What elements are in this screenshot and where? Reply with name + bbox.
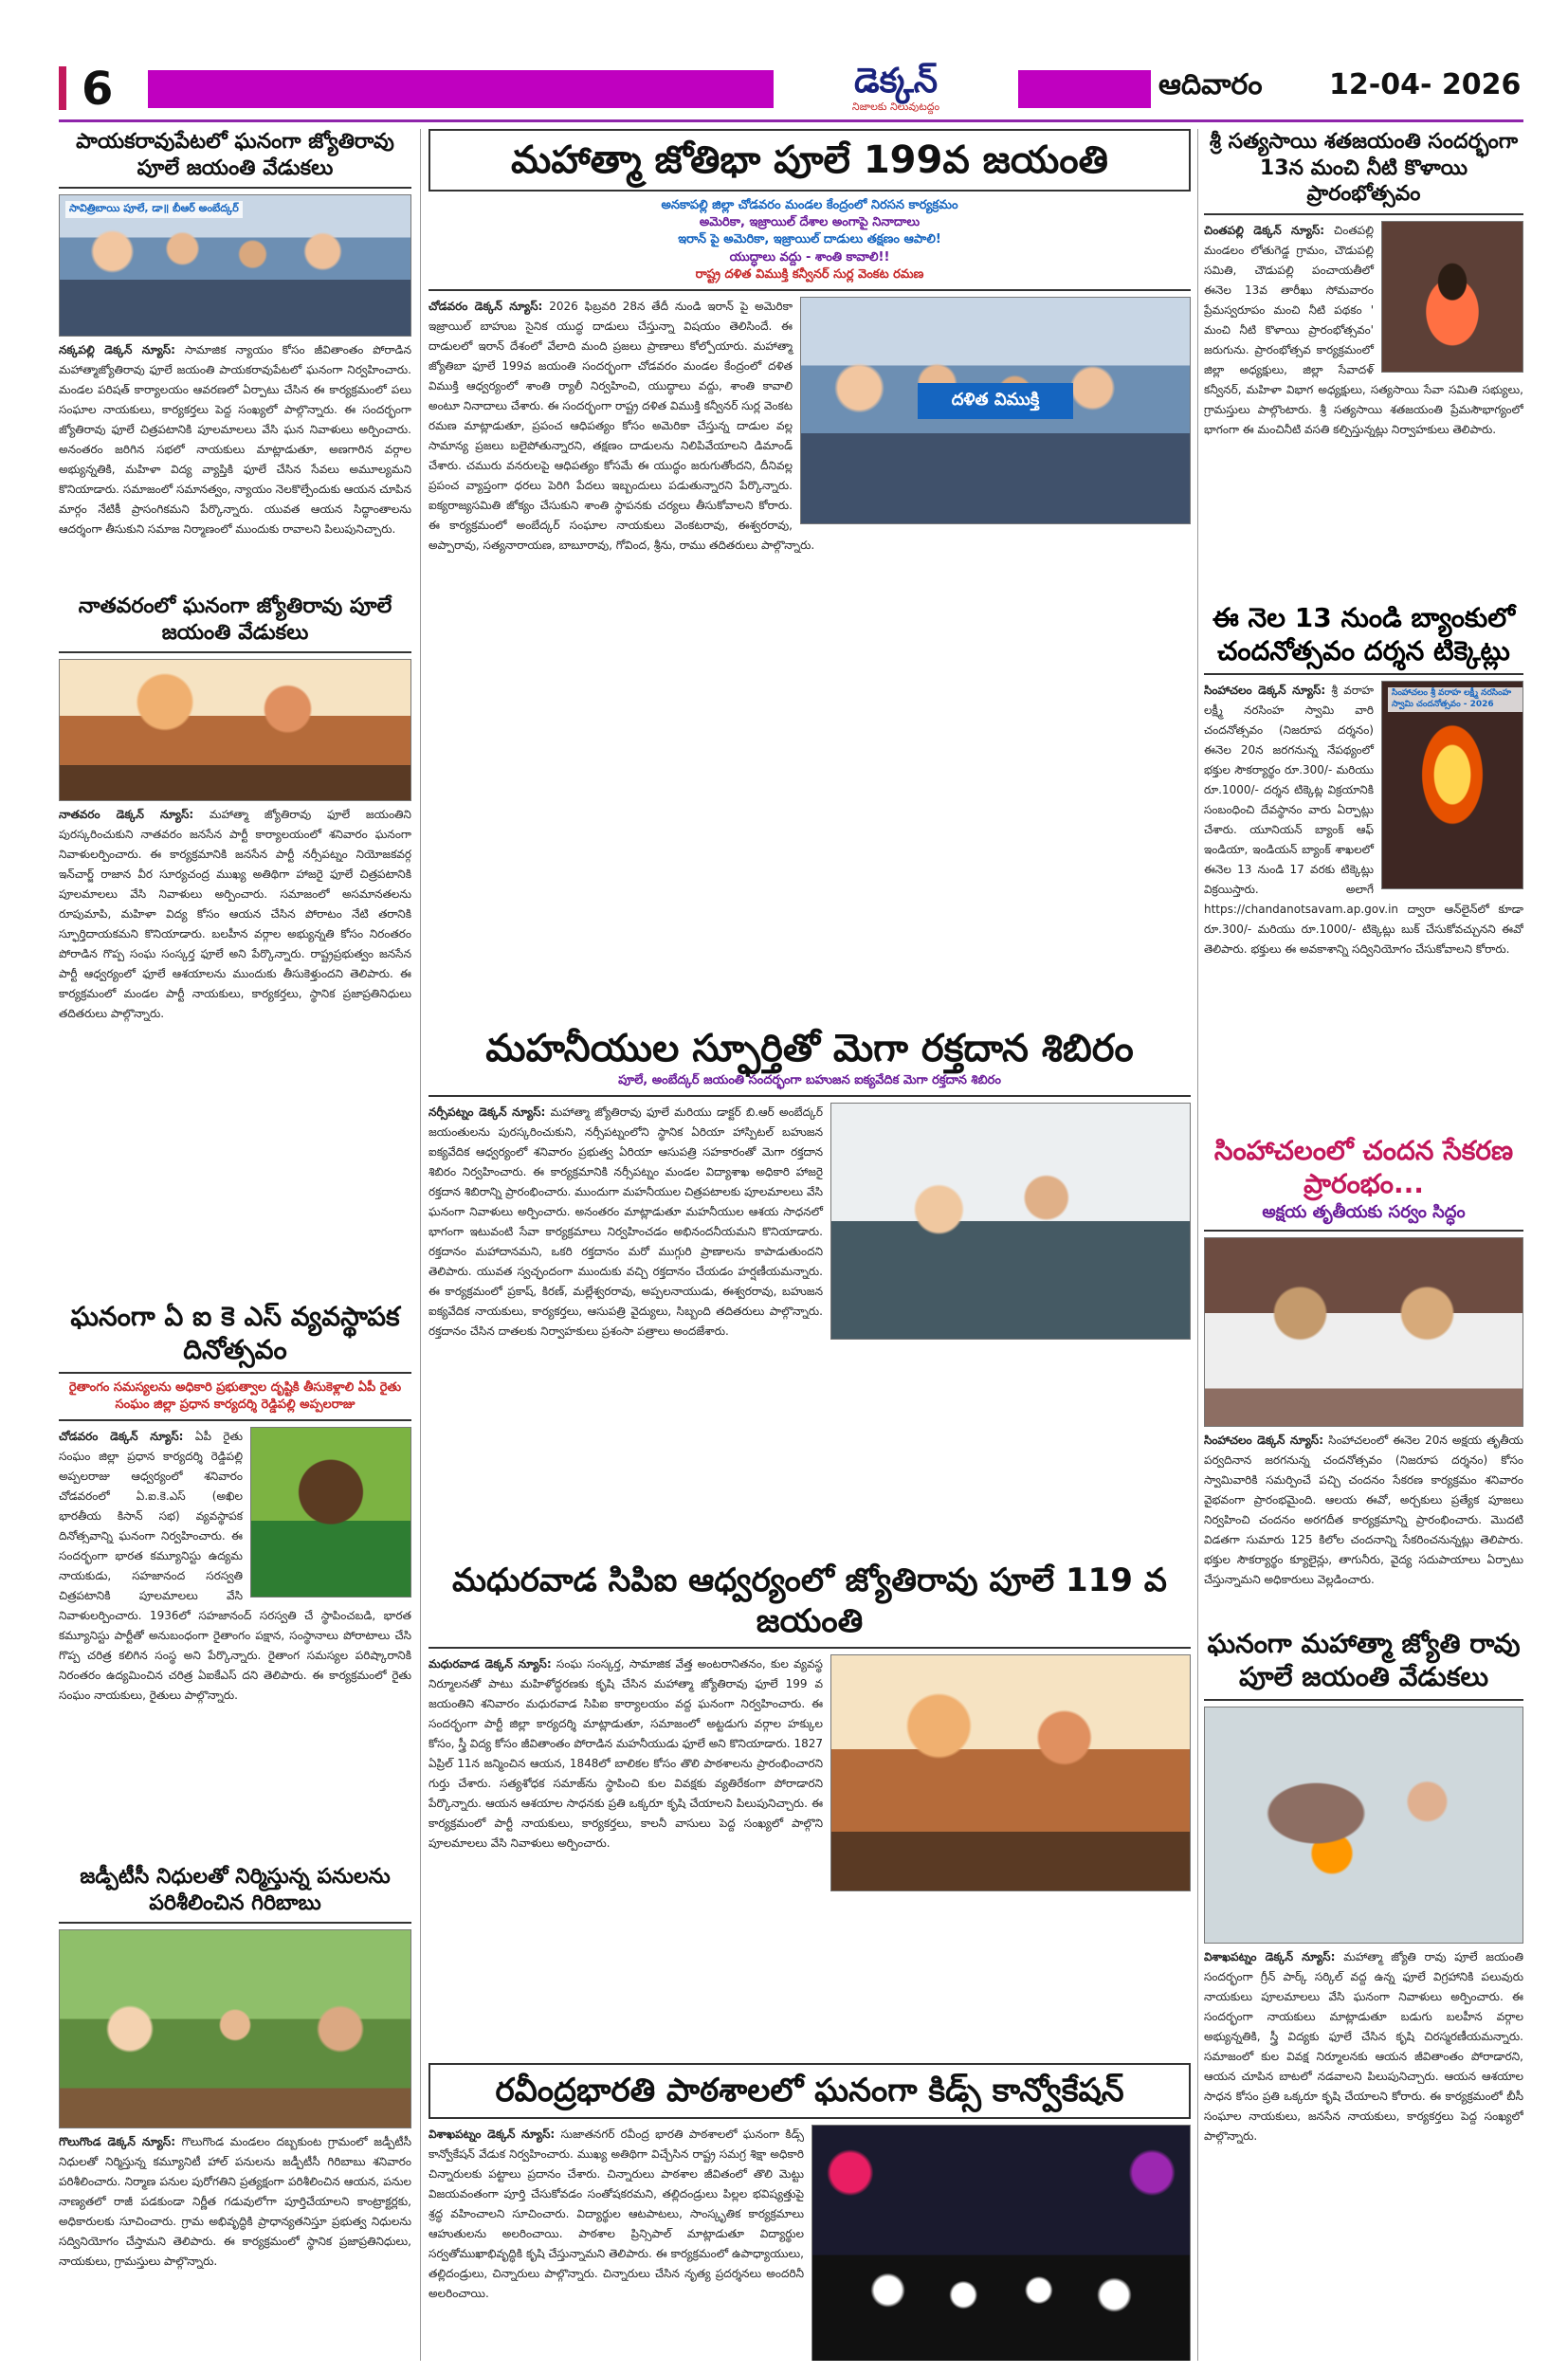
- story-payakaraopeta: [59, 129, 411, 570]
- body-text: గొలుగొండ మండలం దబ్బకుంట గ్రామంలో జడ్పీటీసీ నిధులతో నిర్మిస్తున్న కమ్యూనిటీ హాల్ పనులను జడ్పీటీసీ గిరిబాబు శనివారం పరిశీలించారు. నిర్మాణ పనుల పురోగతిని ప్రత్యక్షంగా పరిశీలించిన ఆయన, పనుల నాణ్యతలో రాజీ పడకుండా నిర్ణీత గడువులోగా పూర్తిచేయాలని కాంట్రాక్టర్లకు, అధికారులకు సూచించారు. గ్రామ అభివృద్ధికి ప్రాధాన్యతనిస్తూ ప్రభుత్వ నిధులను సద్వినియోగం చేస్తామని తెలిపారు. ఈ కార్యక్రమంలో స్థానిక ప్రజాప్రతినిధులు, నాయకులు, గ్రామస్తులు పాల్గొన్నారు.: [59, 2135, 411, 2268]
- subhead: ఇరాన్ పై అమెరికా, ఇజ్రాయిల్ దాడులు తక్షణం ఆపాలి!: [678, 232, 941, 247]
- masthead-strip-right: [1018, 70, 1151, 108]
- story-chandanotsavam-tickets: [1204, 601, 1523, 1118]
- rally-photo[interactable]: [800, 297, 1191, 524]
- headline: మహనీయుల స్ఫూర్తితో మెగా రక్తదాన శిబిరం: [485, 1027, 1134, 1070]
- masthead-rule: [59, 119, 1523, 122]
- news-photo[interactable]: [59, 1929, 411, 2128]
- headline: శ్రీ సత్యసాయి శతజయంతి సందర్భంగా 13న మంచి నీటి కొళాయి ప్రారంభోత్సవం: [1209, 130, 1519, 206]
- story-body: [59, 340, 411, 539]
- photo-caption: సావిత్రిబాయి పూలే, డా॥ బీఆర్ అంబేద్కర్: [65, 201, 243, 218]
- story-phule-199: [428, 129, 1191, 1011]
- subhead: రాష్ట్ర దళిత విముక్తి కన్వీనర్ సుర్ల వెంకట రమణ: [695, 266, 924, 282]
- headline: ఈ నెల 13 నుండి బ్యాంకులో చందనోత్సవం దర్శన టిక్కెట్లు: [1212, 602, 1516, 667]
- masthead: [59, 59, 1523, 118]
- story-body: [59, 805, 411, 1024]
- headline: సింహాచలంలో చందన సేకరణ ప్రారంభం...: [1213, 1135, 1514, 1199]
- portrait-photo[interactable]: [250, 1427, 411, 1598]
- headline: రవీంద్రభారతి పాఠశాలలో ఘనంగా కిడ్స్ కాన్వోకేషన్: [495, 2072, 1124, 2109]
- logo-tagline: నిజాలకు నిలువుటద్దం: [851, 100, 940, 113]
- story-blood-donation: [428, 1025, 1191, 1546]
- dateline: విశాఖపట్నం డెక్కన్ న్యూస్:: [1204, 1950, 1336, 1963]
- story-body: [59, 2132, 411, 2272]
- story-body: [1204, 1431, 1523, 1590]
- rule: [1204, 213, 1523, 215]
- news-photo[interactable]: [830, 1654, 1191, 1891]
- headline-box: [428, 2063, 1191, 2119]
- body-text: మహాత్మా జ్యోతిరావు ఫూలే జయంతిని పురస్కరించుకుని నాతవరం జనసేన పార్టీ కార్యాలయంలో శనివారం ఘనంగా నివాళులర్పించారు. ఈ కార్యక్రమానికి జనసేన పార్టీ నర్సీపట్నం నియోజకవర్గ ఇన్‌చార్జ్ రాజాన వీర సూర్యచంద్ర ముఖ్య అతిథిగా హాజరై ఫూలే చిత్రపటానికి పూలమాలలు వేసి నివాళులు అర్పించారు. సమాజంలో అసమానతలను రూపుమాపి, మహిళా విద్య కోసం ఆయన చేసిన పోరాటం నేటి తరానికి స్ఫూర్తిదాయకమని కొనియాడారు. బలహీన వర్గాల అభ్యున్నతి కోసం నిరంతరం పోరాడిన గొప్ప సంఘ సంస్కర్త ఫూలే అని పేర్కొన్నారు. రాష్ట్రప్రభుత్వం జనసేన పార్టీ ఆధ్వర్యంలో ఫూలే ఆశయాలను ముందుకు తీసుకెళ్తుందని తెలిపారు. ఈ కార్యక్రమంలో మండల పార్టీ నాయకులు, కార్యకర్తలు, స్థానిక ప్రజాప్రతినిధులు తదితరులు పాల్గొన్నారు.: [59, 808, 411, 1020]
- subhead: రైతాంగం సమస్యలను అధికారి ప్రభుత్వాల దృష్టికి తీసుకెళ్లాలి ఏపీ రైతు సంఘం జిల్లా ప్రధాన కార్యదర్శి రెడ్డిపల్లి అప్పలరాజు: [68, 1380, 402, 1413]
- dateline: నర్సీపట్నం డెక్కన్ న్యూస్:: [428, 1105, 546, 1120]
- body-text: 2026 ఫిబ్రవరి 28న తేదీ నుండి ఇరాన్ పై అమెరికా ఇజ్రాయిల్ బాహుబ సైనిక యుద్ధ దాడులు చేస్తున్నా విషయం తెలిసిందే. ఈ దాడులలో ఇరాన్ దేశంలో వేలాది మంది ప్రజలు ప్రాణాలు కోల్పోయారు. మహాత్మా జ్యోతిబా ఫూలే 199వ జయంతి సందర్భంగా చోడవరం మండల కేంద్రంలో దళిత విముక్తి ఆధ్వర్యంలో శాంతి ర్యాలీ నిర్వహించి, యుద్ధాలు వద్దు, శాంతి కావాలి అంటూ నినాదాలు చేశారు. ఈ సందర్భంగా రాష్ట్ర దళిత విముక్తి కన్వీనర్ సుర్ల వెంకట రమణ మాట్లాడుతూ, ప్రపంచ ఆధిపత్యం కోసం అమెరికా చేస్తున్న దాడుల వల్ల సామాన్య ప్రజలు బలైపోతున్నారని, తక్షణం దాడులను నిలిపివేయాలని డిమాండ్ చేశారు. చమురు వనరులపై ఆధిపత్యం కోసమే ఈ యుద్ధం జరుగుతోందని, దీనివల్ల ప్రపంచ వ్యాప్తంగా ధరలు పెరిగి పేదలు ఇబ్బందులు పడుతున్నారని పేర్కొన్నారు. ఐక్యరాజ్యసమితి జోక్యం చేసుకుని శాంతి స్థాపనకు చర్యలు తీసుకోవాలని కోరారు. ఈ కార్యక్రమంలో అంబేద్కర్ సంఘాల నాయకులు వెంకటరావు, ఈశ్వరరావు, అప్పారావు, సత్యనారాయణ, బాబూరావు, గోవింద, శ్రీను, రాము తదితరులు పాల్గొన్నారు.: [428, 299, 815, 552]
- body-text: సుజాతనగర్ రవీంద్ర భారతి పాఠశాలలో ఘనంగా కిడ్స్ కాన్వోకేషన్ వేడుక నిర్వహించారు. ముఖ్య అతిథిగా విచ్చేసిన రాష్ట్ర సమగ్ర శిక్షా అధికారి చిన్నారులకు పట్టాలు ప్రదానం చేశారు. చిన్నారులు పాఠశాల జీవితంలో తొలి మెట్టు విజయవంతంగా పూర్తి చేసుకోవడం సంతోషకరమని, తల్లిదండ్రులు పిల్లల భవిష్యత్తుపై శ్రద్ధ వహించాలని సూచించారు. విద్యార్థుల ఆటపాటలు, సాంస్కృతిక కార్యక్రమాలు ఆహుతులను అలరించాయి. పాఠశాల ప్రిన్సిపాల్ మాట్లాడుతూ విద్యార్థుల సర్వతోముఖాభివృద్ధికి కృషి చేస్తున్నామని తెలిపారు. ఈ కార్యక్రమంలో ఉపాధ్యాయులు, తల్లిదండ్రులు, చిన్నారులు పాల్గొన్నారు. చిన్నారులు చేసిన నృత్య ప్రదర్శనలు అందరినీ అలరించాయి.: [428, 2127, 804, 2300]
- issue-day: ఆదివారం: [1158, 68, 1263, 101]
- rule: [59, 1372, 411, 1374]
- dateline: చింతపల్లి డెక్కన్ న్యూస్:: [1204, 223, 1325, 237]
- story-sathya-sai: [1204, 129, 1523, 584]
- page-number: 6: [82, 63, 114, 116]
- dateline: నక్కపల్లి డెక్కన్ న్యూస్:: [59, 343, 175, 356]
- subhead: అనకాపల్లి జిల్లా చోడవరం మండల కేంద్రంలో నిరసన కార్యక్రమం: [661, 198, 958, 212]
- headline-box: [428, 129, 1191, 192]
- dateline: విశాఖపట్నం డెక్కన్ న్యూస్:: [428, 2127, 556, 2141]
- rule: [428, 1095, 1191, 1097]
- logo-name: డెక్కన్: [853, 62, 939, 100]
- news-photo[interactable]: [1204, 1707, 1523, 1944]
- middle-column: [428, 129, 1191, 2361]
- subhead: యుద్ధాలు వద్దు - శాంతి కావాలి!!: [729, 249, 890, 265]
- deity-photo[interactable]: [1381, 681, 1523, 889]
- story-kids-convocation: [428, 2063, 1191, 2361]
- rally-banner: దళిత విముక్తి: [918, 383, 1073, 419]
- story-body: [1204, 1947, 1523, 2146]
- story-phule-vizag: [1204, 1627, 1523, 2361]
- subhead: పూలే, అంబేద్కర్ జయంతి సందర్భంగా బహుజన ఐక్యవేదిక మెగా రక్తదాన శిబిరం: [618, 1073, 1001, 1087]
- story-sandal-collection: [1204, 1134, 1523, 1608]
- issue-date: 12-04- 2026: [1329, 68, 1522, 101]
- news-photo[interactable]: [59, 194, 411, 337]
- headline: మహాత్మా జోతిభా పూలే 199వ జయంతి: [511, 138, 1108, 182]
- rule: [59, 1922, 411, 1924]
- portrait-photo[interactable]: [1381, 221, 1523, 373]
- story-nathavaram: [59, 594, 411, 1281]
- body-text: మహాత్మా జ్యోతిరావు ఫూలే మరియు డాక్టర్ బి.ఆర్ అంబేద్కర్ జయంతులను పురస్కరించుకుని, నర్సీపట్నంలోని స్థానిక ఏరియా హాస్పిటల్ బహుజన ఐక్యవేదిక ఆధ్వర్యంలో శనివారం ప్రభుత్వ ఏరియా ఆసుపత్రి సహకారంతో మెగా రక్తదాన శిబిరం నిర్వహించారు. ఈ కార్యక్రమానికి నర్సీపట్నం మండల విద్యాశాఖ అధికారి హాజరై రక్తదాన శిబిరాన్ని ప్రారంభించారు. ముందుగా మహనీయుల చిత్రపటాలకు పూలమాలలు వేసి ఘనంగా నివాళులు అర్పించారు. అనంతరం మాట్లాడుతూ మహనీయుల ఆశయ సాధనలో భాగంగా ఇటువంటి సేవా కార్యక్రమాలు నిర్వహించడం అభినందనీయమని కొనియాడారు. రక్తదానం మహాదానమని, ఒకరి రక్తదానం మరో ముగ్గురి ప్రాణాలను కాపాడుతుందని తెలిపారు. యువత స్వచ్ఛందంగా ముందుకు వచ్చి రక్తదానం చేయడం హర్షణీయమన్నారు. ఈ కార్యక్రమంలో ప్రకాష్, కిరణ్, మల్లేశ్వరరావు, అప్పలనాయుడు, ఈశ్వరరావు, బహుజన ఐక్యవేదిక నాయకులు, కార్యకర్తలు, ఆసుపత్రి వైద్యులు, సిబ్బంది తదితరులు పాల్గొన్నారు. రక్తదానం చేసిన దాతలకు నిర్వాహకులు ప్రశంసా పత్రాలు అందజేశారు.: [428, 1105, 823, 1339]
- headline: మధురవాడ సిపిఐ ఆధ్వర్యంలో జ్యోతిరావు పూలే 119 వ జయంతి: [452, 1561, 1167, 1640]
- rule: [59, 1419, 411, 1421]
- story-madhurawada-cpi: [428, 1561, 1191, 2049]
- story-zptc: [59, 1864, 411, 2361]
- headline: జడ్పీటీసీ నిధులతో నిర్మిస్తున్న పనులను పరిశీలించిన గిరిబాబు: [80, 1865, 391, 1915]
- rule: [59, 187, 411, 189]
- dateline: నాతవరం డెక్కన్ న్యూస్:: [59, 808, 194, 821]
- dateline: గొలుగొండ డెక్కన్ న్యూస్:: [59, 2135, 175, 2148]
- rule: [428, 1647, 1191, 1649]
- body-text: ఏపీ రైతు సంఘం జిల్లా ప్రధాన కార్యదర్శి రెడ్డిపల్లి అప్పలరాజు ఆధ్వర్యంలో శనివారం చోడవరంలో ఏ.ఐ.కె.ఎస్ (అఖిల భారతీయ కిసాన్ సభ) వ్యవస్థాపక దినోత్సవాన్ని ఘనంగా నిర్వహించారు. ఈ సందర్భంగా భారత కమ్యూనిస్టు ఉద్యమ నాయకుడు, సహజానంద సరస్వతి చిత్రపటానికి పూలమాలలు వేసి నివాళులర్పించారు. 1936లో సహజానంద్ సరస్వతి చే స్థాపించబడి, భారత కమ్యూనిస్టు పార్టీతో అనుబంధంగా రైతాంగం పక్షాన, సంస్థానాలు పోరాటాలు చేసి గొప్ప చరిత్ర కలిగిన సంస్థ అని పేర్కొన్నారు. రైతాంగ సమస్యల పరిష్కారానికి నిరంతరం ఉద్యమించిన చరిత్ర ఏఐకేఎస్ దని తెలిపారు. ఈ కార్యక్రమంలో రైతు సంఘం నాయకులు, రైతులు పాల్గొన్నారు.: [59, 1430, 411, 1703]
- rule: [428, 289, 1191, 291]
- dateline: సింహాచలం డెక్కన్ న్యూస్:: [1204, 1434, 1324, 1448]
- masthead-strip-left: [148, 70, 774, 108]
- headline: ఘనంగా ఏ ఐ కె ఎస్ వ్యవస్థాపక దినోత్సవం: [70, 1301, 400, 1365]
- column-divider: [1197, 129, 1198, 2361]
- column-divider: [420, 129, 421, 2361]
- headline: ఘనంగా మహాత్మా జ్యోతి రావు పూలే జయంతి వేడుకలు: [1207, 1628, 1521, 1692]
- body-text: మహాత్మా జ్యోతి రావు పూలే జయంతి సందర్భంగా గ్రీన్ పార్క్ సర్కిల్ వద్ద ఉన్న ఫూలే విగ్రహానికి పలువురు నాయకులు పూలమాలలు వేసి ఘనంగా నివాళులు అర్పించారు. ఈ సందర్భంగా నాయకులు మాట్లాడుతూ బడుగు బలహీన వర్గాల అభ్యున్నతికి, స్త్రీ విద్యకు ఫూలే చేసిన కృషి చిరస్మరణీయమన్నారు. సమాజంలో కుల వివక్ష నిర్మూలనకు ఆయన జీవితాంతం పోరాడారని, ఆయన చూపిన బాటలో నడవాలని పిలుపునిచ్చారు. ఆయన ఆశయాల సాధన కోసం ప్రతి ఒక్కరూ కృషి చేయాలని కోరారు. ఈ కార్యక్రమంలో బీసీ సంఘాల నాయకులు, జనసేన నాయకులు, కార్యకర్తలు పెద్ద సంఖ్యలో పాల్గొన్నారు.: [1204, 1950, 1523, 2143]
- rule: [1204, 1699, 1523, 1701]
- news-photo[interactable]: [830, 1103, 1191, 1340]
- headline: నాతవరంలో ఘనంగా జ్యోతిరావు పూలే జయంతి వేడుకలు: [78, 594, 392, 645]
- news-photo[interactable]: [1204, 1237, 1523, 1427]
- body-text: సామాజిక న్యాయం కోసం జీవితాంతం పోరాడిన మహాత్మాజ్యోతిరావు ఫూలే జయంతి పాయకరావుపేటలో ఘనంగా నిర్వహించారు. మండల పరిషత్ కార్యాలయం ఆవరణలో ఏర్పాటు చేసిన ఈ కార్యక్రమంలో పలు సంఘాల నాయకులు, కార్యకర్తలు పెద్ద సంఖ్యలో పాల్గొన్నారు. ఈ సందర్భంగా జ్యోతిరావు ఫూలే చిత్రపటానికి పూలమాలలు వేసి ఘన నివాళులు అర్పించారు. అనంతరం జరిగిన సభలో నాయకులు మాట్లాడుతూ, అణగారిన వర్గాల అభ్యున్నతికి, మహిళా విద్య వ్యాప్తికి ఫూలే చేసిన సేవలు అమూల్యమని కొనియాడారు. సమాజంలో సమానత్వం, న్యాయం నెలకొల్పేందుకు ఆయన చూపిన మార్గం నేటికీ ప్రాసంగికమని పేర్కొన్నారు. యువత ఆయన సిద్ధాంతాలను ఆదర్శంగా తీసుకుని సమాజ నిర్మాణంలో ముందుకు రావాలని పిలుపునిచ్చారు.: [59, 343, 411, 536]
- dateline: సింహాచలం డెక్కన్ న్యూస్:: [1204, 684, 1326, 697]
- body-text: చింతపల్లి మండలం లోతుగెడ్డ గ్రామం, చౌడుపల్లి సమితి, చౌడుపల్లి పంచాయతీలో ఈనెల 13వ తారీఖు సోమవారం ప్రేమస్వరూపం మంచి నీటి పథకం ' మంచి నీటి కొళాయి ప్రారంభోత్సవం' జరుగును. ప్రారంభోత్సవ కార్యక్రమంలో జిల్లా అధ్యక్షులు, జిల్లా సేవాదళ్ కన్వీనర్, మహిళా విభాగ అధ్యక్షులు, సత్యసాయి సేవా సమితి సభ్యులు, గ్రామస్తులు పాల్గొంటారు. శ్రీ సత్యసాయి శతజయంతి ప్రేమసౌభాగ్యంలో భాగంగా ఈ మంచినీటి వసతి కల్పిస్తున్నట్లు నిర్వాహకులు తెలిపారు.: [1204, 223, 1523, 436]
- rule: [59, 651, 411, 653]
- subhead: అమెరికా, ఇజ్రాయిల్ దేశాల అంగాపై నినాదాలు: [699, 215, 921, 230]
- right-column: [1204, 129, 1523, 2361]
- body-text: సింహాచలంలో ఈనెల 20న అక్షయ తృతీయ పర్వదినాన జరగనున్న చందనోత్సవం (నిజరూప దర్శనం) కోసం స్వామివారికి సమర్పించే పచ్చి చందనం సేకరణ కార్యక్రమం శనివారం వైభవంగా ప్రారంభమైంది. ఆలయ ఈవో, అర్చకులు ప్రత్యేక పూజలు నిర్వహించి చందనం అరగదీత కార్యక్రమాన్ని ప్రారంభించారు. మొదటి విడతగా సుమారు 125 కిలోల చందనాన్ని సేకరించనున్నట్లు తెలిపారు. భక్తుల సౌకర్యార్థం క్యూలైన్లు, తాగునీరు, వైద్య సదుపాయాలు ఏర్పాటు చేస్తున్నామని అధికారులు వెల్లడించారు.: [1204, 1434, 1523, 1587]
- news-photo[interactable]: [59, 659, 411, 801]
- photo-caption: సింహాచలం శ్రీ వరాహ లక్ష్మీ నరసింహ స్వామి చందనోత్సవం - 2026: [1388, 687, 1522, 712]
- rule: [1204, 1230, 1523, 1232]
- newspaper-logo: [774, 63, 1018, 116]
- body-text: సంఘ సంస్కర్త, సామాజిక వేత్త అంటరానితనం, కుల వ్యవస్థ నిర్మూలనతో పాటు మహిళోద్ధరణకు కృషి చేసిన మహాత్మా జ్యోతిరావు ఫూలే 199 వ జయంతిని శనివారం మధురవాడ సిపిఐ కార్యాలయం వద్ద ఘనంగా నిర్వహించారు. ఈ సందర్భంగా పార్టీ జిల్లా కార్యదర్శి మాట్లాడుతూ, సమాజంలో అట్టడుగు వర్గాల హక్కుల కోసం, స్త్రీ విద్య కోసం జీవితాంతం పోరాడిన మహనీయుడు ఫూలే అని కొనియాడారు. 1827 ఏప్రిల్ 11న జన్మించిన ఆయన, 1848లో బాలికల కోసం తొలి పాఠశాలను ప్రారంభించారని గుర్తు చేశారు. సత్యశోధక సమాజ్‌ను స్థాపించి కుల వివక్షకు వ్యతిరేకంగా పోరాడారని పేర్కొన్నారు. ఆయన ఆశయాల సాధనకు ప్రతి ఒక్కరూ కృషి చేయాలని పిలుపునిచ్చారు. ఈ కార్యక్రమంలో పార్టీ నాయకులు, కార్యకర్తలు, కాలనీ వాసులు పెద్ద సంఖ్యలో పాల్గొని పూలమాలలు వేసి నివాళులు అర్పించారు.: [428, 1657, 823, 1850]
- subhead: అక్షయ తృతీయకు సర్వం సిద్ధం: [1262, 1202, 1466, 1222]
- rule: [1204, 673, 1523, 675]
- body-text: శ్రీ వరాహ లక్ష్మీ నరసింహ స్వామి వారి చందనోత్సవం (నిజరూప దర్శనం) ఈనెల 20న జరగనున్న నేపథ్యంలో భక్తుల సౌకర్యార్థం రూ.300/- మరియు రూ.1000/- దర్శన టిక్కెట్ల విక్రయానికి సంబంధించి దేవస్థానం వారు ఏర్పాట్లు చేశారు. యూనియన్ బ్యాంక్ ఆఫ్ ఇండియా, ఇండియన్ బ్యాంక్ శాఖలలో ఈనెల 13 నుండి 17 వరకు టిక్కెట్లు విక్రయిస్తారు. అలాగే https://chandanotsavam.ap.gov.in ద్వారా ఆన్‌లైన్‌లో కూడా రూ.300/- మరియు రూ.1000/- టిక్కెట్లు బుక్ చేసుకోవచ్చునని ఈవో తెలిపారు. భక్తులు ఈ అవకాశాన్ని సద్వినియోగం చేసుకోవాలని కోరారు.: [1204, 684, 1523, 956]
- headline: పాయకరావుపేటలో ఘనంగా జ్యోతిరావు పూలే జయంతి వేడుకలు: [76, 130, 394, 180]
- dateline: మధురవాడ డెక్కన్ న్యూస్:: [428, 1657, 552, 1671]
- page-number-bar: [59, 66, 66, 110]
- left-column: [59, 129, 411, 2361]
- dateline: చోడవరం డెక్కన్ న్యూస్:: [428, 299, 543, 313]
- news-photo[interactable]: [811, 2125, 1191, 2362]
- dateline: చోడవరం డెక్కన్ న్యూస్:: [59, 1430, 184, 1444]
